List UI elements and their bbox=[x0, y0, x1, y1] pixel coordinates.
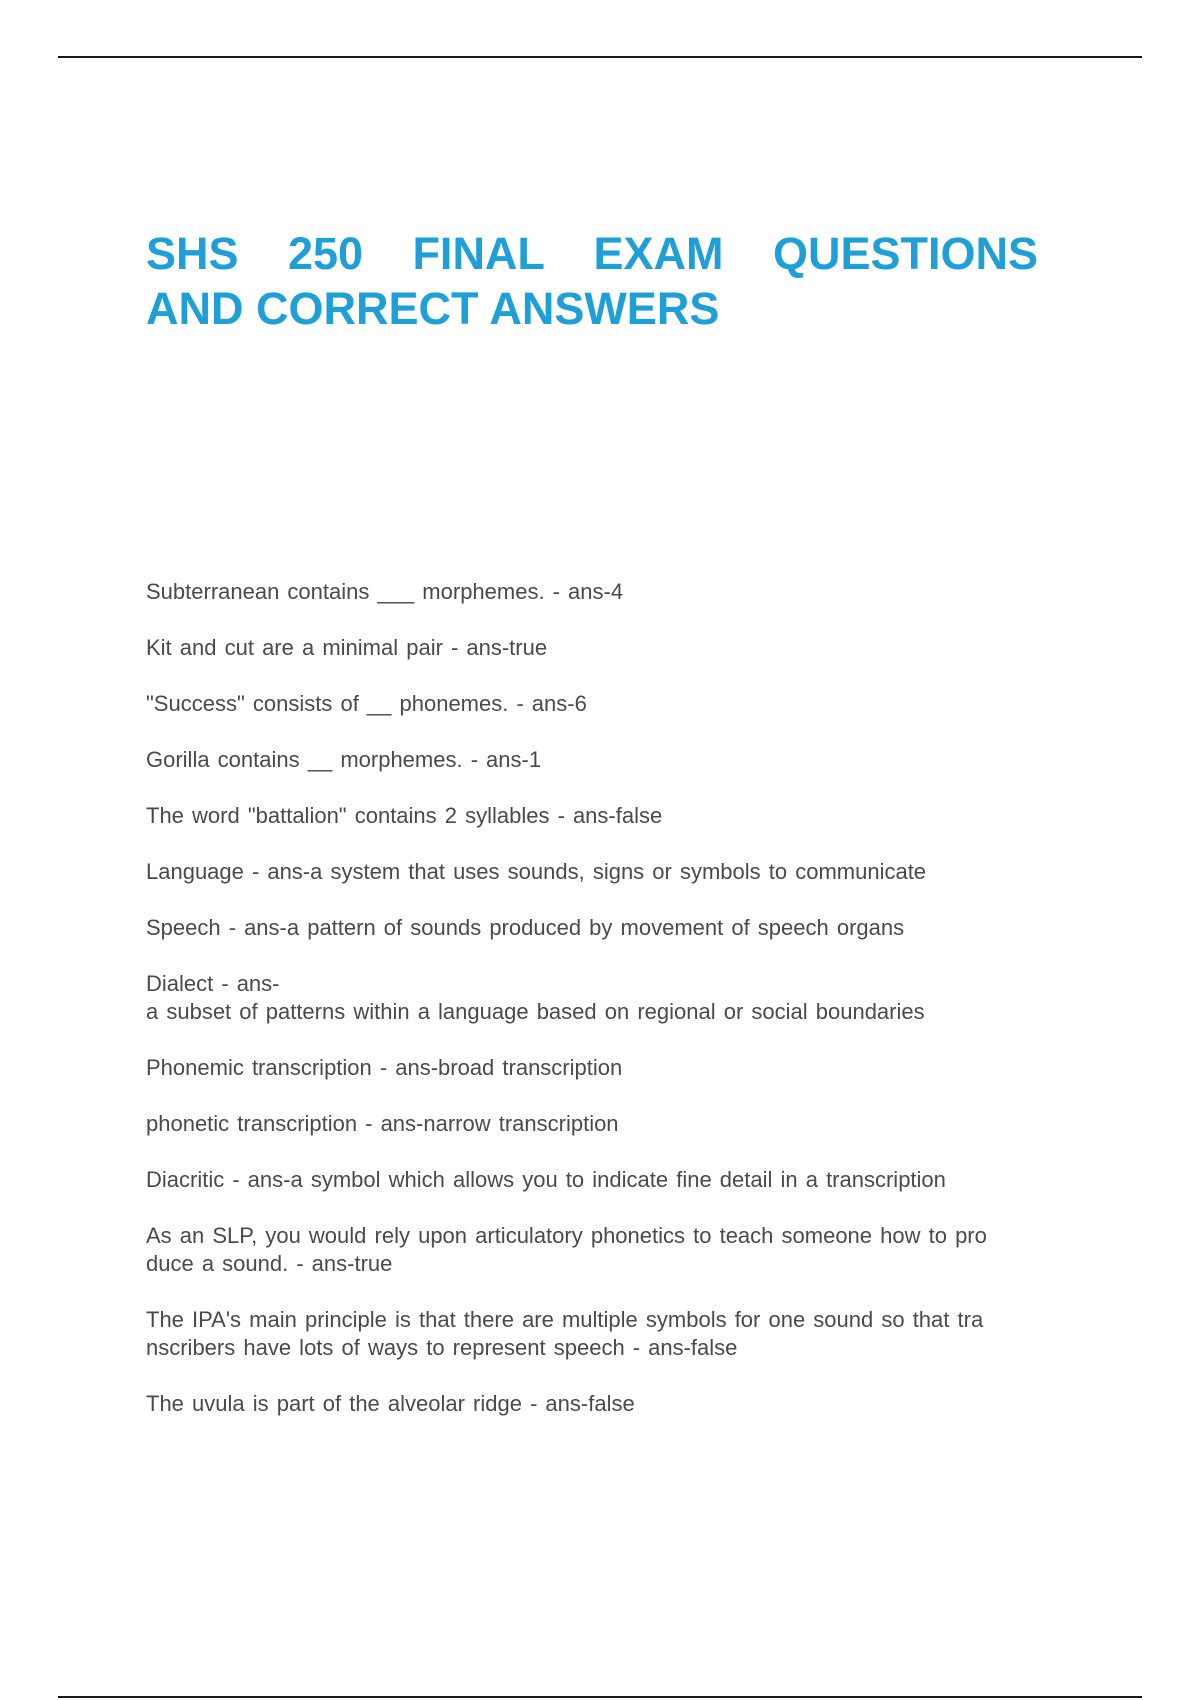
qa-item-12 bbox=[146, 1222, 1086, 1278]
answer: ans-false bbox=[648, 1335, 738, 1360]
answer: ans-1 bbox=[486, 747, 542, 772]
answer: ans-6 bbox=[531, 691, 587, 716]
answer-continued: a subset of patterns within a language based on regional or social boundaries bbox=[146, 999, 925, 1024]
top-rule bbox=[58, 56, 1142, 58]
qa-item-10 bbox=[146, 1110, 1086, 1138]
question: phonetic transcription - bbox=[146, 1111, 373, 1136]
answer: ans-true bbox=[466, 635, 548, 660]
answer: ans-narrow transcription bbox=[380, 1111, 619, 1136]
answer: ans- bbox=[236, 971, 280, 996]
qa-item-5 bbox=[146, 802, 1086, 830]
question: "Success" consists of __ phonemes. - bbox=[146, 691, 524, 716]
question: Subterranean contains ___ morphemes. - bbox=[146, 579, 561, 604]
bottom-rule bbox=[58, 1696, 1142, 1698]
qa-item-7 bbox=[146, 914, 1086, 942]
question-continued: nscribers have lots of ways to represent speech - bbox=[146, 1335, 641, 1360]
title-line-2: AND CORRECT ANSWERS bbox=[146, 283, 720, 334]
question: Language - bbox=[146, 859, 260, 884]
question-continued: duce a sound. - bbox=[146, 1251, 304, 1276]
question: Kit and cut are a minimal pair - bbox=[146, 635, 459, 660]
qa-item-9 bbox=[146, 1054, 1086, 1082]
question: Gorilla contains __ morphemes. - bbox=[146, 747, 479, 772]
qa-item-4 bbox=[146, 746, 1086, 774]
answer: ans-a system that uses sounds, signs or symbols to communicate bbox=[267, 859, 927, 884]
answer: ans-4 bbox=[568, 579, 624, 604]
qa-item-13 bbox=[146, 1306, 1086, 1362]
document-title bbox=[146, 226, 1038, 336]
question: Phonemic transcription - bbox=[146, 1055, 388, 1080]
question: Dialect - bbox=[146, 971, 229, 996]
qa-list bbox=[146, 578, 1086, 1446]
answer: ans-a pattern of sounds produced by movement of speech organs bbox=[244, 915, 905, 940]
qa-item-11 bbox=[146, 1166, 1086, 1194]
question: As an SLP, you would rely upon articulatory phonetics to teach someone how to pro bbox=[146, 1223, 987, 1248]
answer: ans-a symbol which allows you to indicate fine detail in a transcription bbox=[247, 1167, 946, 1192]
qa-item-8 bbox=[146, 970, 1086, 1026]
question: The uvula is part of the alveolar ridge - bbox=[146, 1391, 538, 1416]
title-line-1: SHS 250 FINAL EXAM QUESTIONS bbox=[146, 228, 1038, 279]
answer: ans-false bbox=[545, 1391, 635, 1416]
qa-item-2 bbox=[146, 634, 1086, 662]
qa-item-1 bbox=[146, 578, 1086, 606]
answer: ans-false bbox=[572, 803, 663, 828]
qa-item-3 bbox=[146, 690, 1086, 718]
question: The word "battalion" contains 2 syllables - bbox=[146, 803, 565, 828]
qa-item-14 bbox=[146, 1390, 1086, 1418]
question: The IPA's main principle is that there are multiple symbols for one sound so that tra bbox=[146, 1307, 984, 1332]
answer: ans-true bbox=[311, 1251, 393, 1276]
question: Speech - bbox=[146, 915, 237, 940]
qa-item-6 bbox=[146, 858, 1086, 886]
answer: ans-broad transcription bbox=[395, 1055, 623, 1080]
question: Diacritic - bbox=[146, 1167, 240, 1192]
